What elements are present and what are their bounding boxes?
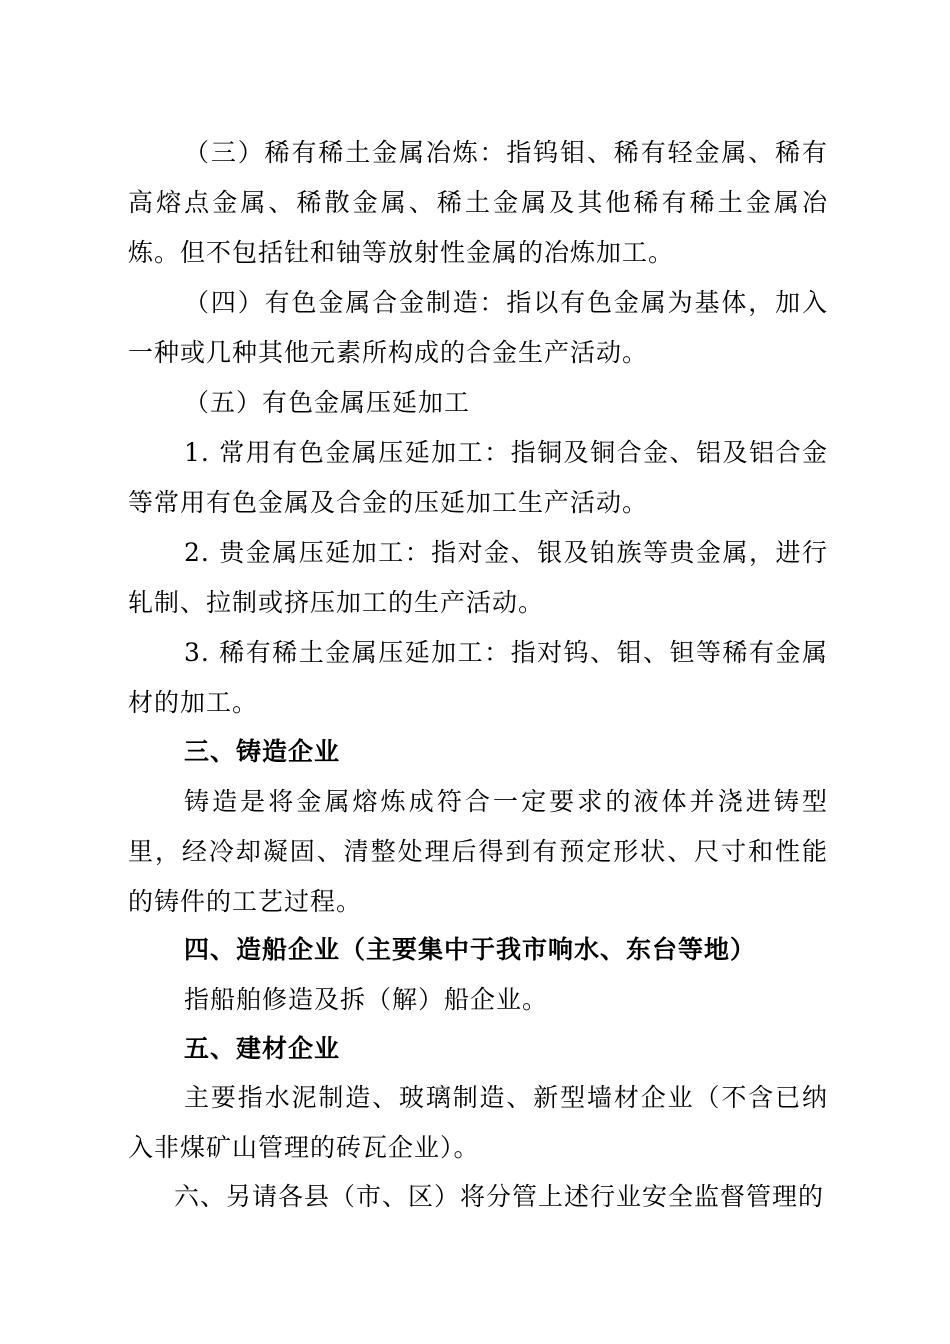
heading-shipbuilding: 四、造船企业（主要集中于我市响水、东台等地） <box>184 935 757 964</box>
paragraph-shipbuilding: 指船舶修造及拆（解）船企业。 <box>184 985 549 1014</box>
paragraph-counties: 六、另请各县（市、区）将分管上述行业安全监督管理的 <box>174 1182 825 1211</box>
paragraph-rare-earth-smelting: （三）稀有稀土金属冶炼：指钨钼、稀有轻金属、稀有高熔点金属、稀散金属、稀土金属及其他稀有稀土金属冶炼。但不包括钍和铀等放射性金属的冶炼加工。 <box>128 138 828 267</box>
paragraph-building-materials: 主要指水泥制造、玻璃制造、新型墙材企业（不含已纳入非煤矿山管理的砖瓦企业）。 <box>128 1083 828 1162</box>
paragraph-alloy-manufacturing: （四）有色金属合金制造：指以有色金属为基体，加入一种或几种其他元素所构成的合金生产活动。 <box>128 288 828 367</box>
paragraph-precious-rolling: 2. 贵金属压延加工：指对金、银及铂族等贵金属，进行轧制、拉制或挤压加工的生产活动。 <box>128 538 828 617</box>
paragraph-rare-rolling: 3. 稀有稀土金属压延加工：指对钨、钼、钽等稀有金属材的加工。 <box>128 638 828 717</box>
paragraph-casting: 铸造是将金属熔炼成符合一定要求的液体并浇进铸型里，经冷却凝固、清整处理后得到有预定形状、尺寸和性能的铸件的工艺过程。 <box>128 787 828 916</box>
paragraph-rolling-title: （五）有色金属压延加工 <box>184 388 471 417</box>
paragraph-common-rolling: 1. 常用有色金属压延加工：指铜及铜合金、铝及铝合金等常用有色金属及合金的压延加工生产活动。 <box>128 438 828 517</box>
heading-building-materials: 五、建材企业 <box>184 1034 341 1063</box>
heading-casting: 三、铸造企业 <box>184 737 341 766</box>
